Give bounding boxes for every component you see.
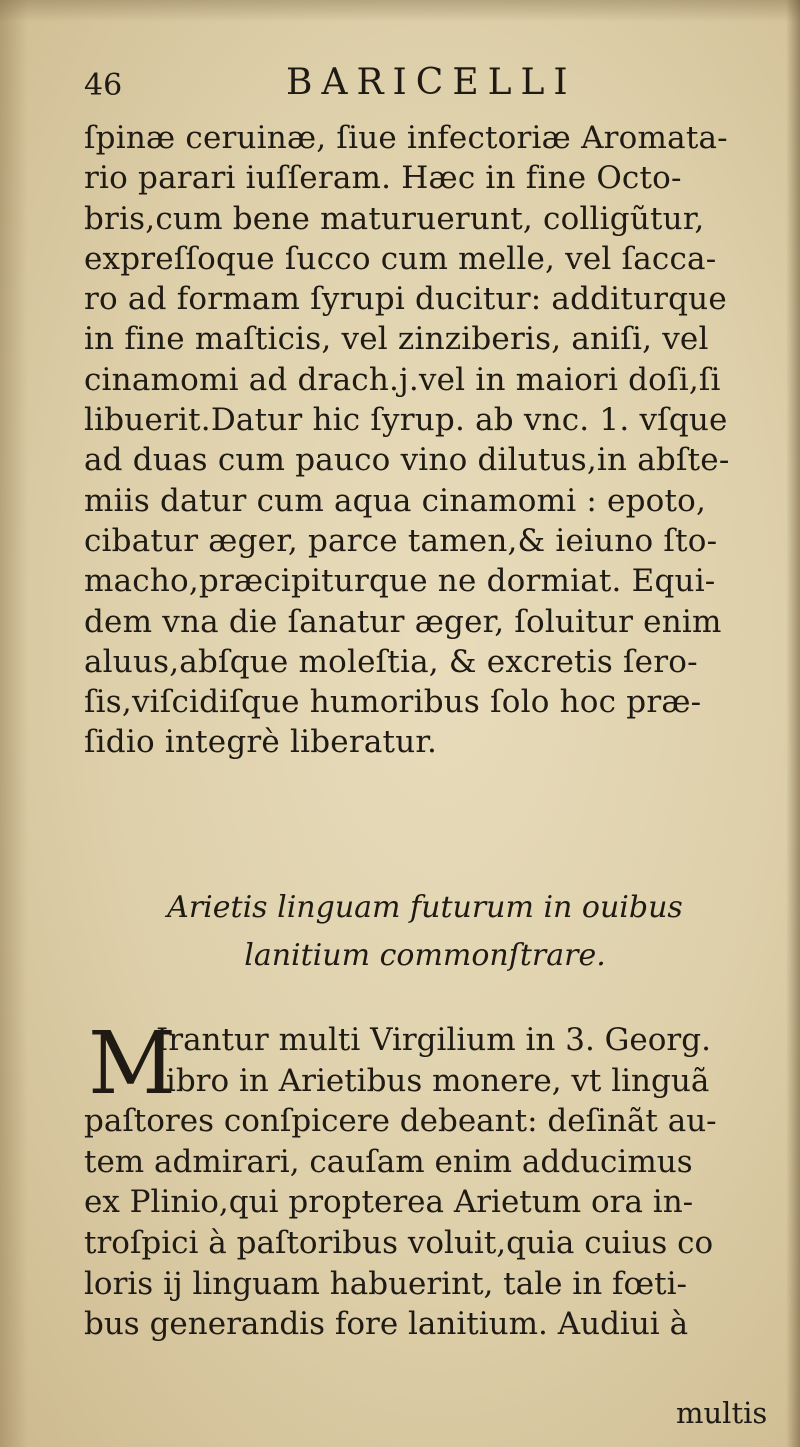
page-edge-shadow bbox=[786, 0, 800, 1447]
text-line: in fine maſticis, vel zinziberis, aniſi, vel bbox=[84, 321, 709, 358]
drop-cap: M bbox=[88, 1014, 177, 1114]
body-text bbox=[84, 118, 774, 763]
section-heading bbox=[100, 884, 750, 980]
text-line: dem vna die ſanatur æger, ſoluitur enim bbox=[84, 603, 722, 640]
text-line: expreſſoque ſucco cum melle, vel ſacca- bbox=[84, 240, 717, 277]
top-edge-shadow bbox=[0, 0, 800, 22]
running-head: BARICELLI bbox=[286, 62, 577, 103]
text-line: cibatur æger, parce tamen,& ieiuno ſto- bbox=[84, 522, 718, 559]
section-heading-line: Arietis linguam futurum in ouibus bbox=[167, 890, 683, 925]
text-line: macho,præcipiturque ne dormiat. Equi- bbox=[84, 563, 716, 600]
text-line: ſpinæ ceruinæ, ſiue infectoriæ Aromata- bbox=[84, 120, 728, 156]
text-line: ſis,viſcidiſque humoribus ſolo hoc præ- bbox=[84, 684, 702, 721]
catchword: multis bbox=[676, 1396, 768, 1430]
text-line: libro in Arietibus monere, vt linguã bbox=[156, 1062, 710, 1099]
section-text bbox=[84, 1014, 784, 1345]
text-line: paſtores conſpicere debeant: deſinãt au- bbox=[84, 1103, 717, 1140]
text-line: ſidio integrè liberatur. bbox=[84, 724, 438, 761]
text-line: ex Plinio,qui propterea Arietum ora in- bbox=[84, 1184, 694, 1221]
text-line: miis datur cum aqua cinamomi : epoto, bbox=[84, 482, 707, 519]
text-line: bus generandis fore lanitium. Audiui à bbox=[84, 1306, 689, 1343]
text-line: rio parari iuſſeram. Hæc in fine Octo- bbox=[84, 160, 682, 197]
text-line: ad duas cum pauco vino dilutus,in abſte- bbox=[84, 442, 730, 479]
section-heading-line: lanitium commonſtrare. bbox=[244, 938, 606, 973]
page-number: 46 bbox=[84, 68, 123, 103]
text-line: tem admirari, cauſam enim adducimus bbox=[84, 1143, 693, 1180]
text-line: loris ij linguam habuerint, tale in fœti- bbox=[84, 1265, 688, 1302]
text-line: cinamomi ad drach.j.vel in maiori doſi,ſi bbox=[84, 361, 721, 398]
text-line: Irantur multi Virgilium in 3. Georg. bbox=[156, 1022, 711, 1058]
text-line: ro ad formam ſyrupi ducitur: additurque bbox=[84, 281, 727, 318]
section-body bbox=[84, 1014, 784, 1345]
text-line: bris,cum bene maturuerunt, colligũtur, bbox=[84, 200, 705, 237]
text-line: libuerit.Datur hic ſyrup. ab vnc. 1. vſque bbox=[84, 402, 728, 439]
gutter-shadow bbox=[0, 0, 28, 1447]
text-line: troſpici à paſtoribus voluit,quia cuius co bbox=[84, 1224, 714, 1261]
page-header bbox=[84, 62, 704, 106]
text-line: aluus,abſque moleſtia, & excretis ſero- bbox=[84, 643, 698, 680]
